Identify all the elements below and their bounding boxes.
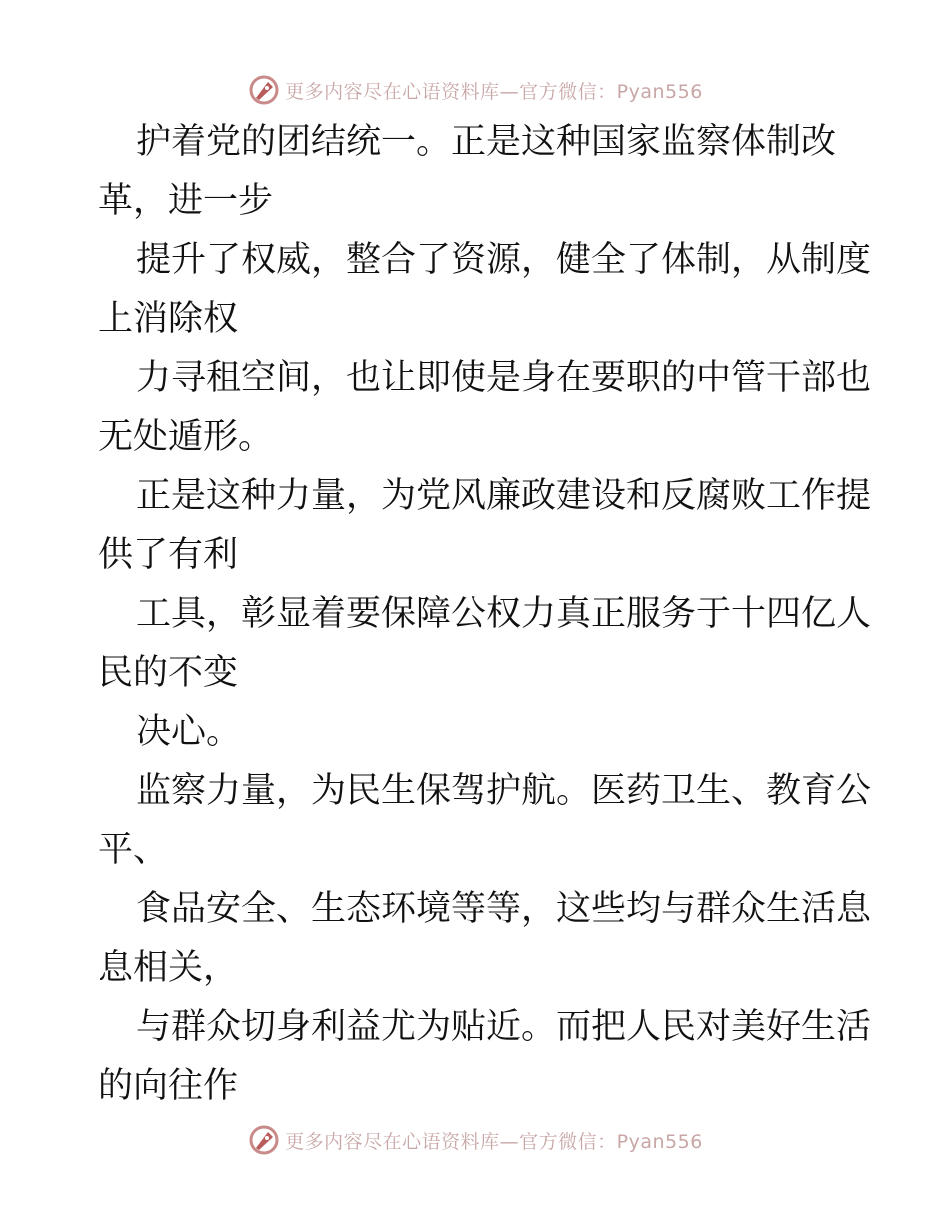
- text-line: 工具，彰显着要保障公权力真正服务于十四亿人: [136, 594, 872, 634]
- text-line: 力寻租空间，也让即使是身在要职的中管干部也: [136, 358, 872, 398]
- text-line: 正是这种力量，为党风廉政建设和反腐败工作提: [136, 476, 872, 516]
- text-line: 食品安全、生态环境等等，这些均与群众生活息: [136, 889, 872, 929]
- text-line: 息相关，: [98, 948, 239, 988]
- text-line: 革，进一步: [98, 181, 274, 221]
- text-line: 上消除权: [98, 299, 239, 339]
- watermark-text: 更多内容尽在心语资料库—官方微信：Pyan556: [285, 80, 703, 103]
- text-line: 的向往作: [98, 1066, 239, 1106]
- text-line: 护着党的团结统一。正是这种国家监察体制改: [136, 122, 837, 162]
- text-line: 平、: [98, 830, 169, 870]
- watermark-text: 更多内容尽在心语资料库—官方微信：Pyan556: [285, 1130, 703, 1153]
- text-line: 决心。: [136, 712, 242, 752]
- text-line: 监察力量，为民生保驾护航。医药卫生、教育公: [136, 771, 872, 811]
- text-line: 供了有利: [98, 535, 239, 575]
- pen-nib-logo-icon: [247, 1123, 281, 1157]
- text-line: 无处遁形。: [98, 417, 274, 457]
- document-body: [98, 113, 872, 1116]
- footer-watermark: [0, 1122, 950, 1158]
- text-line: 提升了权威，整合了资源，健全了体制，从制度: [136, 240, 872, 280]
- header-watermark: [0, 72, 950, 108]
- text-line: 民的不变: [98, 653, 239, 693]
- text-line: 与群众切身利益尤为贴近。而把人民对美好生活: [136, 1007, 872, 1047]
- pen-nib-logo-icon: [247, 73, 281, 107]
